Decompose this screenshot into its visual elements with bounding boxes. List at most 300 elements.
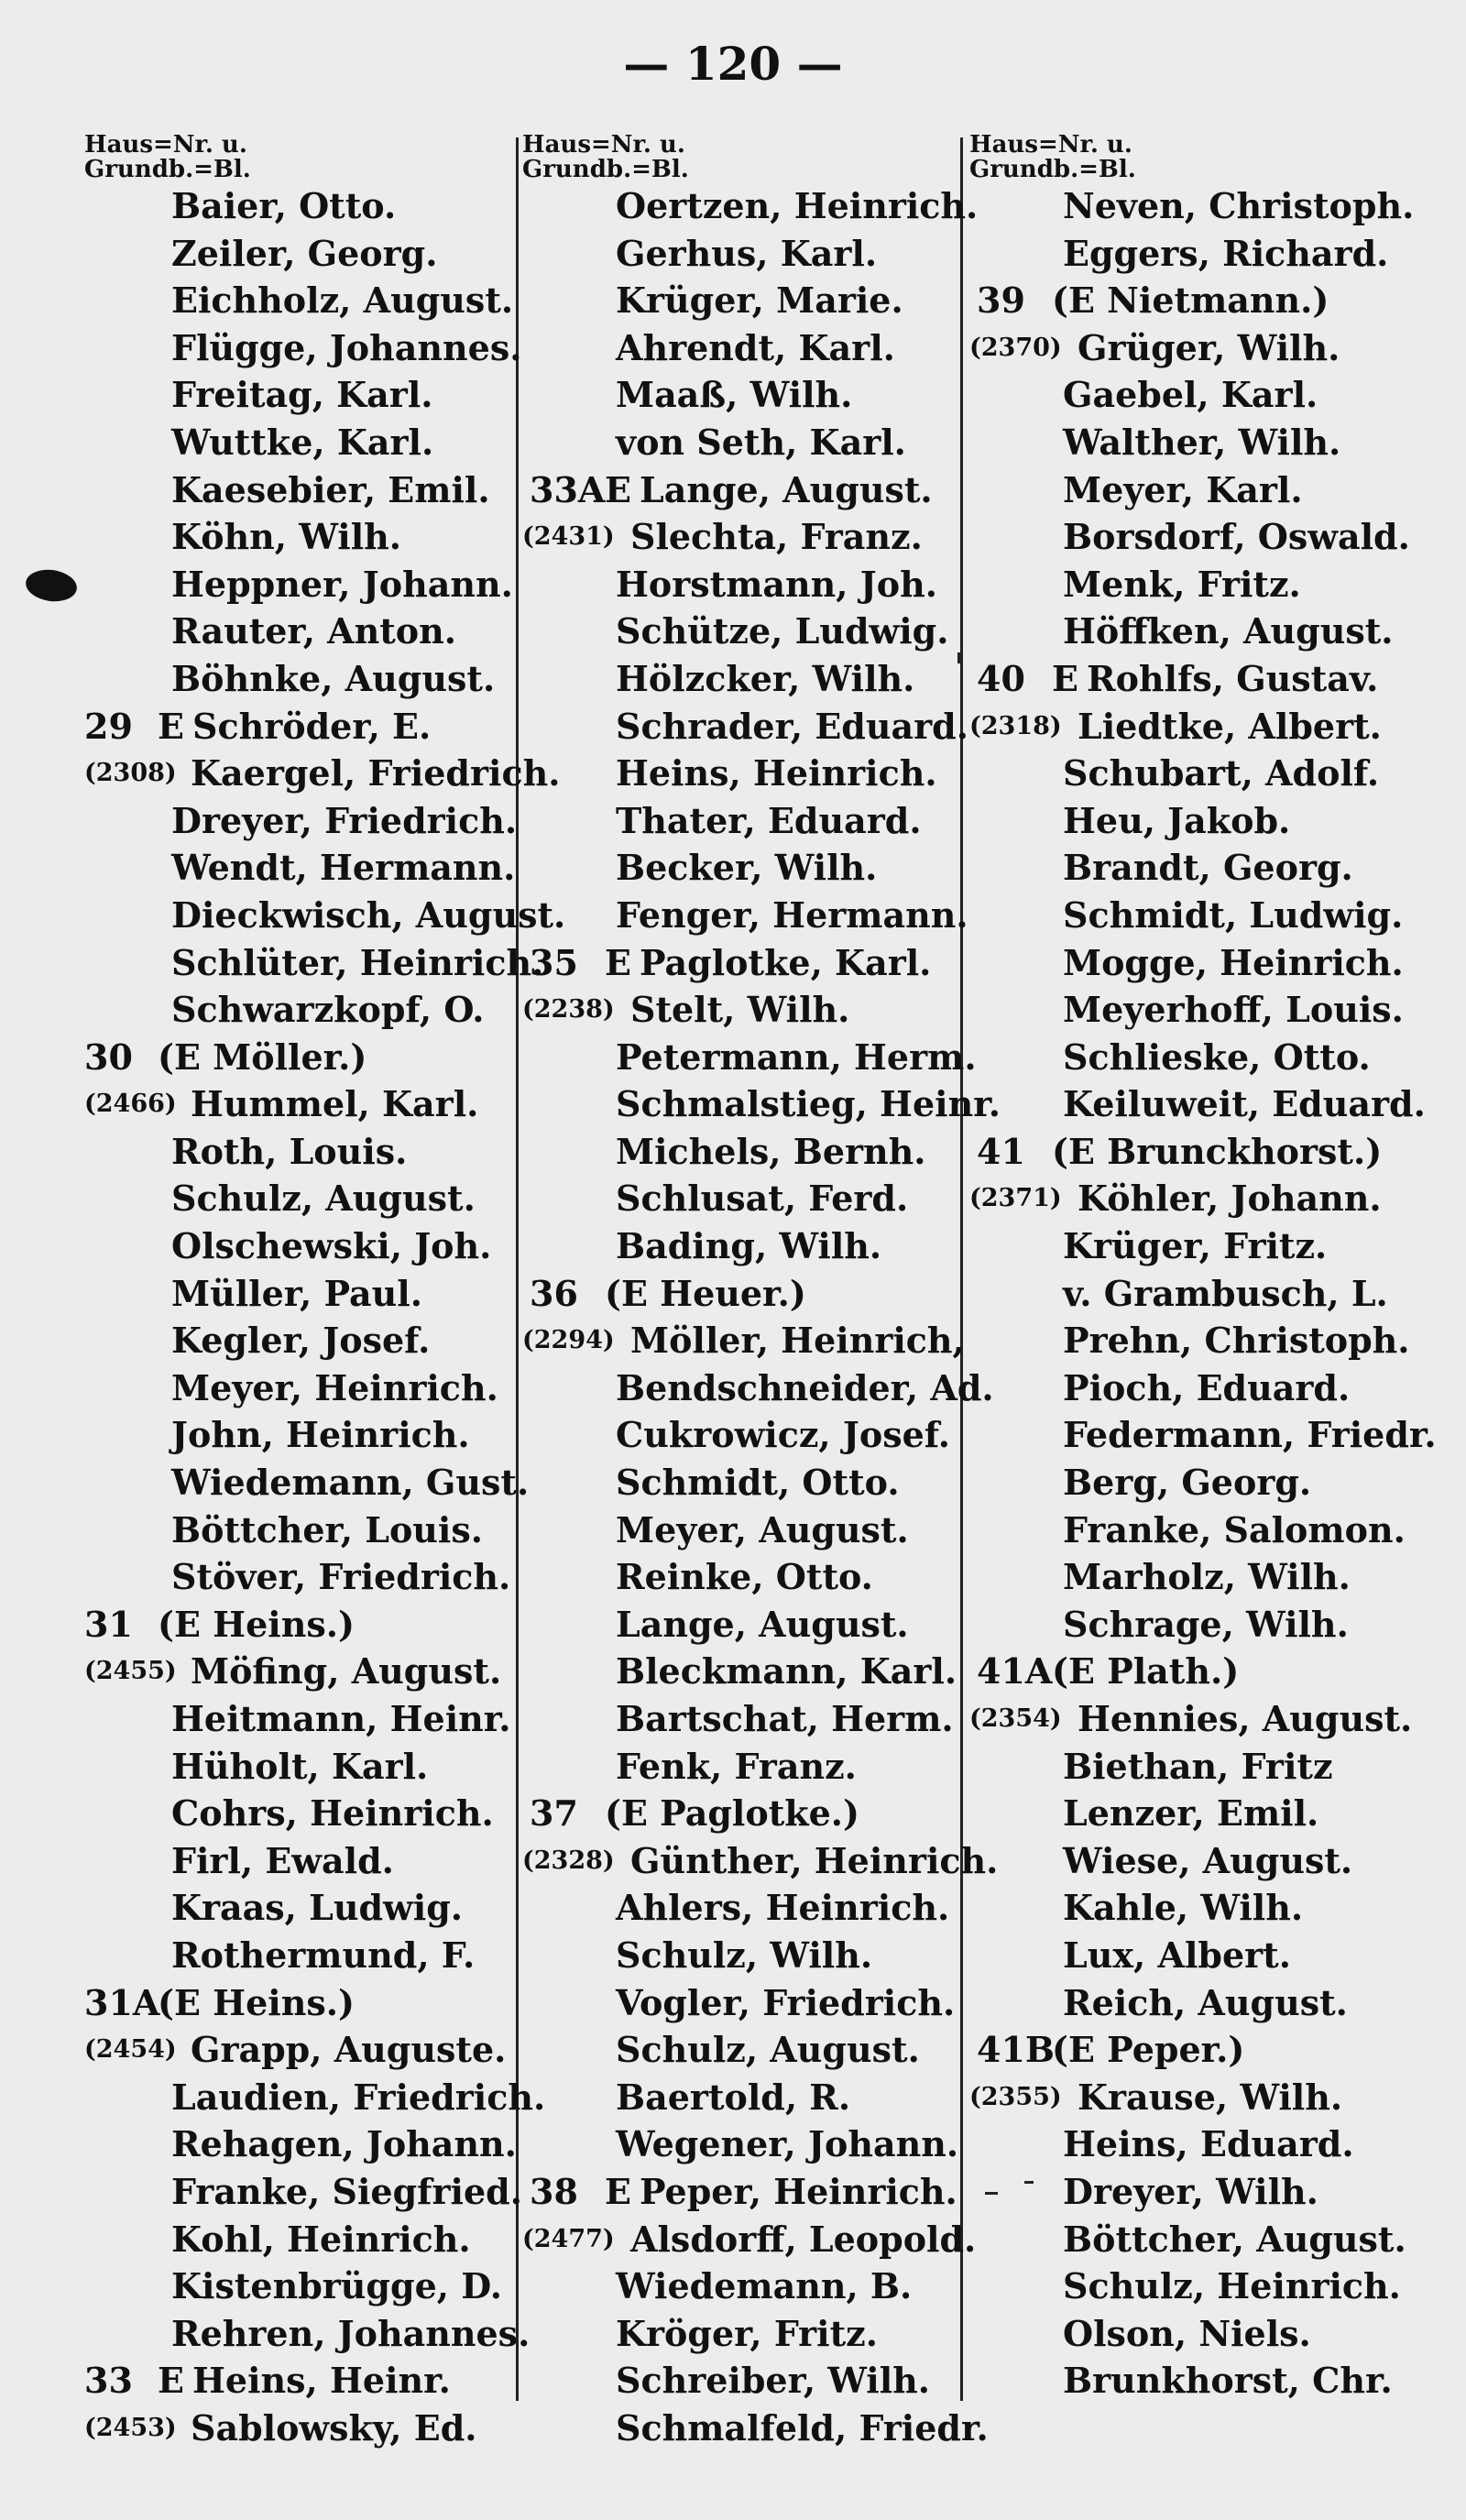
entry-line — [522, 230, 953, 278]
entry-line — [969, 2026, 1428, 2074]
resident-name: Firl, Ewald. — [171, 1839, 394, 1881]
resident-name: Eggers, Richard. — [1063, 232, 1389, 274]
house-number: 37 — [530, 1792, 578, 1835]
resident-name: Baertold, R. — [616, 2076, 851, 2118]
resident-name: Hölzcker, Wilh. — [616, 657, 915, 699]
entry-line — [969, 797, 1428, 845]
resident-name: Roth, Louis. — [171, 1130, 408, 1172]
resident-name: (E Peper.) — [1052, 2029, 1245, 2071]
entry-line — [84, 655, 506, 703]
entry-line — [84, 182, 506, 230]
resident-name: Biethan, Fritz — [1063, 1745, 1333, 1787]
resident-name: Brandt, Georg. — [1063, 847, 1353, 889]
entry-line — [969, 466, 1428, 514]
house-number: 29 — [84, 705, 133, 747]
ink-speck — [985, 2192, 998, 2195]
resident-name: Fenger, Hermann. — [616, 893, 968, 936]
entry-line — [969, 1553, 1428, 1601]
entry-line — [522, 2405, 989, 2452]
entry-line — [969, 703, 1428, 751]
resident-name: Keiluweit, Eduard. — [1063, 1083, 1426, 1125]
resident-name: Möfing, August. — [191, 1650, 502, 1693]
entry-line — [84, 2168, 522, 2216]
resident-name: Lux, Albert. — [1063, 1934, 1291, 1976]
resident-name: Heins, Heinr. — [192, 2360, 451, 2402]
resident-name: Sablowsky, Ed. — [191, 2406, 477, 2449]
entry-line — [969, 1695, 1428, 1743]
resident-name: Heins, Eduard. — [1063, 2123, 1354, 2165]
entry-line — [969, 1884, 1428, 1932]
resident-name: Ahrendt, Karl. — [616, 326, 895, 368]
page-number: — 120 — — [623, 37, 843, 91]
house-number: 38 — [530, 2170, 578, 2212]
resident-name: Thater, Eduard. — [616, 799, 922, 841]
resident-name: Mogge, Heinrich. — [1063, 941, 1404, 983]
entry-line — [84, 371, 506, 419]
entry-line — [522, 1743, 953, 1791]
resident-name: Böttcher, Louis. — [171, 1508, 483, 1550]
resident-name: Rothermund, F. — [171, 1934, 476, 1976]
entry-line — [84, 1648, 506, 1695]
resident-name: Stelt, Wilh. — [630, 989, 850, 1031]
entry-line — [522, 939, 953, 987]
entry-line — [84, 1743, 506, 1791]
resident-name: Schlusat, Ferd. — [616, 1178, 909, 1220]
entry-line — [522, 371, 953, 419]
entry-line — [522, 892, 968, 939]
column-3 — [969, 131, 1437, 2415]
entry-line — [84, 466, 506, 514]
entry-line — [522, 1884, 953, 1932]
resident-name: Rohlfs, Gustav. — [1087, 657, 1379, 699]
entry-line — [522, 2120, 959, 2168]
entry-line — [522, 2074, 953, 2121]
entry-line — [84, 324, 522, 372]
grundbuch-number: (2371) — [969, 1184, 1062, 1213]
grundbuch-number: (2294) — [522, 1326, 615, 1355]
resident-name: Alsdorff, Leopold. — [630, 2218, 977, 2260]
entry-line — [969, 892, 1428, 939]
resident-name: Schrage, Wilh. — [1063, 1603, 1349, 1645]
entry-line — [522, 2357, 953, 2405]
entry-line — [522, 1270, 953, 1318]
resident-name: (E Brunckhorst.) — [1052, 1130, 1383, 1172]
owner-marker: E — [158, 705, 184, 747]
resident-name: Krause, Wilh. — [1078, 2076, 1343, 2118]
resident-name: Bleckmann, Karl. — [616, 1650, 957, 1693]
resident-name: Oertzen, Heinrich. — [616, 185, 979, 226]
house-number: 39 — [977, 279, 1025, 322]
resident-name: Zeiler, Georg. — [171, 232, 438, 274]
entry-line — [522, 844, 953, 892]
entry-line — [522, 466, 953, 514]
entry-line — [969, 750, 1428, 797]
resident-name: Meyer, Karl. — [1063, 468, 1303, 510]
grundbuch-number: (2431) — [522, 522, 615, 552]
header-line-2: Grundb.=Bl. — [969, 156, 1136, 183]
resident-name: Köhn, Wilh. — [171, 516, 401, 558]
resident-name: Kegler, Josef. — [171, 1320, 431, 1362]
resident-name: Schwarzkopf, O. — [171, 989, 485, 1031]
resident-name: (E Heins.) — [158, 1603, 355, 1645]
resident-name: Kaergel, Friedrich. — [191, 752, 561, 794]
resident-name: Möller, Heinrich, — [630, 1320, 965, 1362]
entry-line — [969, 1837, 1428, 1885]
resident-name: Meyer, Heinrich. — [171, 1366, 498, 1408]
resident-name: Hennies, August. — [1078, 1698, 1413, 1739]
entry-line — [84, 844, 516, 892]
resident-name: Dreyer, Friedrich. — [171, 799, 518, 841]
resident-name: Michels, Bernh. — [616, 1130, 926, 1172]
resident-name: Günther, Heinrich. — [630, 1839, 999, 1881]
resident-name: Laudien, Friedrich. — [171, 2076, 546, 2118]
entry-line — [969, 986, 1428, 1034]
resident-name: Dieckwisch, August. — [171, 893, 566, 936]
entry-line — [969, 655, 1428, 703]
owner-marker: E — [158, 2360, 184, 2402]
resident-name: Rehagen, Johann. — [171, 2123, 517, 2165]
entry-line — [969, 324, 1428, 372]
entry-line — [522, 608, 953, 655]
entry-line — [522, 1932, 953, 1979]
house-number: 31A — [84, 1981, 160, 2023]
entry-line — [522, 1790, 953, 1837]
house-number: 33A — [530, 468, 606, 510]
resident-name: Schulz, Heinrich. — [1063, 2265, 1401, 2307]
entry-line — [522, 1222, 953, 1270]
resident-name: Schlüter, Heinrich. — [171, 941, 544, 983]
entry-line — [522, 2310, 953, 2358]
resident-name: Schreiber, Wilh. — [616, 2360, 931, 2402]
grundbuch-number: (2328) — [522, 1846, 615, 1875]
resident-name: Cohrs, Heinrich. — [171, 1792, 494, 1835]
resident-name: Wegener, Johann. — [616, 2123, 959, 2165]
entry-line — [969, 1790, 1428, 1837]
resident-name: Kahle, Wilh. — [1063, 1887, 1304, 1929]
resident-name: (E Heuer.) — [605, 1272, 806, 1314]
entry-line — [969, 182, 1428, 230]
resident-name: Böhnke, August. — [171, 657, 496, 699]
entry-line — [969, 1648, 1428, 1695]
header-line-1: Haus=Nr. u. — [969, 131, 1132, 159]
resident-name: Schulz, August. — [616, 2029, 920, 2071]
entry-line — [84, 1932, 506, 1979]
resident-name: Flügge, Johannes. — [171, 326, 522, 368]
ink-speck — [1024, 2181, 1034, 2184]
resident-name: (E Plath.) — [1052, 1650, 1240, 1693]
grundbuch-number: (2370) — [969, 333, 1062, 362]
entry-line — [84, 2216, 506, 2263]
entry-line — [84, 608, 506, 655]
resident-name: Kistenbrügge, D. — [171, 2265, 503, 2307]
ink-speck — [957, 652, 962, 663]
entry-line — [522, 561, 953, 608]
house-number: 31 — [84, 1603, 133, 1645]
column-divider — [960, 137, 963, 2401]
entry-line — [969, 608, 1428, 655]
entry-line — [84, 2405, 506, 2452]
resident-name: Federmann, Friedr. — [1063, 1414, 1437, 1456]
entry-line — [84, 2357, 506, 2405]
entry-line — [522, 2263, 953, 2310]
entry-line — [969, 2310, 1428, 2358]
entry-line — [969, 2357, 1428, 2405]
entry-line — [84, 2120, 517, 2168]
entry-line — [522, 324, 953, 372]
resident-name: Borsdorf, Oswald. — [1063, 516, 1410, 558]
resident-name: Reich, August. — [1063, 1981, 1348, 2023]
entry-line — [969, 1317, 1428, 1364]
entry-line — [969, 2120, 1428, 2168]
entry-line — [84, 2074, 546, 2121]
resident-name: Meyer, August. — [616, 1508, 909, 1550]
resident-name: Wiedemann, Gust. — [171, 1462, 530, 1504]
resident-name: Marholz, Wilh. — [1063, 1556, 1351, 1598]
entry-line — [969, 1128, 1428, 1176]
resident-name: Becker, Wilh. — [616, 847, 878, 889]
entry-line — [522, 1364, 994, 1412]
entry-line — [969, 419, 1428, 466]
entry-line — [84, 1317, 506, 1364]
resident-name: Schmidt, Otto. — [616, 1462, 900, 1504]
resident-name: Schulz, Wilh. — [616, 1934, 873, 1976]
resident-name: John, Heinrich. — [171, 1414, 470, 1456]
resident-name: Lange, August. — [640, 468, 933, 510]
resident-name: Köhler, Johann. — [1078, 1178, 1382, 1220]
resident-name: Höffken, August. — [1063, 610, 1394, 652]
owner-marker: E — [605, 2170, 631, 2212]
resident-name: Lange, August. — [616, 1603, 909, 1645]
entry-line — [969, 939, 1428, 987]
resident-name: Gerhus, Karl. — [616, 232, 878, 274]
resident-name: Peper, Heinrich. — [640, 2170, 957, 2212]
grundbuch-number: (2308) — [84, 759, 177, 788]
entry-line — [969, 1507, 1428, 1554]
resident-name: Liedtke, Albert. — [1078, 705, 1382, 747]
resident-name: Petermann, Herm. — [616, 1035, 977, 1078]
house-number: 41B — [977, 2029, 1055, 2071]
column-divider — [516, 137, 519, 2401]
resident-name: Franke, Siegfried. — [171, 2170, 522, 2212]
resident-name: Bartschat, Herm. — [616, 1698, 954, 1739]
entry-line — [969, 513, 1428, 561]
resident-name: Krüger, Fritz. — [1063, 1225, 1328, 1267]
house-number: 33 — [84, 2360, 133, 2402]
resident-name: (E Möller.) — [158, 1035, 367, 1078]
entry-line — [522, 655, 953, 703]
resident-name: Wuttke, Karl. — [171, 421, 434, 463]
resident-name: Heppner, Johann. — [171, 563, 513, 605]
resident-name: Bading, Wilh. — [616, 1225, 882, 1267]
entry-line — [969, 277, 1428, 324]
entry-line — [969, 844, 1428, 892]
resident-name: Schubart, Adolf. — [1063, 752, 1380, 794]
resident-name: Schütze, Ludwig. — [616, 610, 949, 652]
entry-line — [969, 1175, 1428, 1222]
entry-line — [522, 703, 968, 751]
entry-line — [969, 1743, 1428, 1791]
entry-line — [969, 1459, 1428, 1507]
entry-line — [969, 230, 1428, 278]
resident-name: (E Nietmann.) — [1052, 279, 1329, 322]
resident-name: Hüholt, Karl. — [171, 1745, 429, 1787]
resident-name: Gaebel, Karl. — [1063, 374, 1318, 416]
entry-line — [84, 1884, 506, 1932]
entry-line — [522, 1080, 1001, 1128]
resident-name: Heu, Jakob. — [1063, 799, 1291, 841]
resident-name: Dreyer, Wilh. — [1063, 2170, 1318, 2212]
resident-name: Kraas, Ludwig. — [171, 1887, 464, 1929]
entry-line — [969, 2263, 1428, 2310]
resident-name: Müller, Paul. — [171, 1272, 422, 1314]
house-number: 35 — [530, 941, 578, 983]
grundbuch-number: (2318) — [969, 711, 1062, 740]
entry-line — [84, 1459, 530, 1507]
resident-name: Prehn, Christoph. — [1063, 1320, 1410, 1362]
resident-name: Wiedemann, B. — [616, 2265, 913, 2307]
resident-name: Olson, Niels. — [1063, 2312, 1311, 2354]
entry-line — [522, 1411, 953, 1459]
resident-name: Vogler, Friedrich. — [616, 1981, 956, 2023]
resident-name: Fenk, Franz. — [616, 1745, 857, 1787]
entry-line — [969, 1364, 1428, 1412]
header-line-2: Grundb.=Bl. — [84, 156, 251, 183]
resident-name: Rehren, Johannes. — [171, 2312, 531, 2354]
resident-name: Neven, Christoph. — [1063, 185, 1415, 226]
entry-line — [84, 2263, 506, 2310]
entry-line — [969, 1034, 1428, 1081]
entry-line — [84, 1553, 511, 1601]
entry-line — [969, 2074, 1428, 2121]
resident-name: (E Heins.) — [158, 1981, 355, 2023]
entry-line — [969, 2168, 1428, 2216]
entry-line — [522, 1317, 965, 1364]
owner-marker: E — [605, 468, 631, 510]
entry-line — [84, 939, 544, 987]
resident-name: Rauter, Anton. — [171, 610, 457, 652]
entry-line — [84, 986, 506, 1034]
resident-name: Krüger, Marie. — [616, 279, 903, 322]
entry-line — [522, 1837, 999, 1885]
resident-name: Berg, Georg. — [1063, 1462, 1312, 1504]
resident-name: Heitmann, Heinr. — [171, 1698, 511, 1739]
entry-line — [522, 1601, 953, 1649]
entry-line — [969, 561, 1428, 608]
resident-name: Eichholz, August. — [171, 279, 514, 322]
column-header — [522, 133, 953, 182]
header-line-2: Grundb.=Bl. — [522, 156, 689, 183]
entry-line — [522, 277, 953, 324]
entry-line — [522, 1507, 953, 1554]
entry-line — [84, 1601, 506, 1649]
grundbuch-number: (2477) — [522, 2224, 615, 2253]
resident-name: Schrader, Eduard. — [616, 705, 968, 747]
resident-name: Maaß, Wilh. — [616, 374, 853, 416]
entry-line — [84, 561, 513, 608]
resident-name: Bendschneider, Ad. — [616, 1366, 994, 1408]
entry-line — [522, 419, 953, 466]
entry-line — [522, 1695, 953, 1743]
entry-line — [84, 1837, 506, 1885]
entry-line — [969, 2216, 1428, 2263]
entry-line — [522, 513, 953, 561]
entry-line — [84, 1411, 506, 1459]
entry-line — [522, 2168, 957, 2216]
entry-line — [969, 1411, 1437, 1459]
entry-line — [969, 1979, 1428, 2027]
resident-name: Kaesebier, Emil. — [171, 468, 490, 510]
entry-line — [969, 1080, 1428, 1128]
resident-name: Baier, Otto. — [171, 185, 397, 226]
entry-line — [84, 513, 506, 561]
entry-line — [84, 277, 514, 324]
entry-line — [84, 797, 518, 845]
entry-line — [84, 1695, 511, 1743]
resident-name: Olschewski, Joh. — [171, 1225, 492, 1267]
entry-line — [84, 703, 506, 751]
resident-name: Wiese, August. — [1063, 1839, 1353, 1881]
resident-name: Schröder, E. — [192, 705, 432, 747]
ink-smudge — [24, 566, 79, 604]
grundbuch-number: (2466) — [84, 1090, 177, 1119]
entry-line — [522, 182, 979, 230]
entry-line — [84, 230, 506, 278]
entry-line — [84, 1175, 506, 1222]
grundbuch-number: (2455) — [84, 1657, 177, 1686]
resident-name: Reinke, Otto. — [616, 1556, 873, 1598]
entry-line — [522, 1979, 956, 2027]
resident-name: Walther, Wilh. — [1063, 421, 1341, 463]
resident-name: Brunkhorst, Chr. — [1063, 2360, 1393, 2402]
grundbuch-number: (2354) — [969, 1704, 1062, 1733]
entry-line — [522, 1553, 953, 1601]
owner-marker: E — [1052, 657, 1078, 699]
resident-name: Schulz, August. — [171, 1178, 476, 1220]
entry-line — [522, 1648, 957, 1695]
grundbuch-number: (2454) — [84, 2035, 177, 2065]
entry-line — [522, 2026, 953, 2074]
resident-name: Slechta, Franz. — [630, 516, 923, 558]
resident-name: Grüger, Wilh. — [1078, 326, 1340, 368]
resident-name: Kröger, Fritz. — [616, 2312, 878, 2354]
column-header — [84, 133, 506, 182]
resident-name: Pioch, Eduard. — [1063, 1366, 1351, 1408]
entry-line — [84, 1364, 506, 1412]
house-number: 41A — [977, 1650, 1053, 1693]
entry-line — [522, 1034, 977, 1081]
resident-name: Hummel, Karl. — [191, 1083, 479, 1125]
entry-line — [969, 1270, 1428, 1318]
header-line-1: Haus=Nr. u. — [522, 131, 685, 159]
resident-name: Wendt, Hermann. — [171, 847, 516, 889]
entry-line — [84, 1507, 506, 1554]
column-header — [969, 133, 1428, 182]
resident-name: Schmidt, Ludwig. — [1063, 893, 1404, 936]
entry-line — [969, 1222, 1428, 1270]
resident-name: Horstmann, Joh. — [616, 563, 937, 605]
entry-line — [84, 2310, 531, 2358]
resident-name: Ahlers, Heinrich. — [616, 1887, 950, 1929]
entry-line — [84, 1034, 506, 1081]
entry-line — [84, 750, 561, 797]
resident-name: Menk, Fritz. — [1063, 563, 1301, 605]
entry-line — [84, 892, 566, 939]
entry-line — [84, 1790, 506, 1837]
resident-name: Stöver, Friedrich. — [171, 1556, 511, 1598]
entry-line — [522, 1128, 953, 1176]
resident-name: Meyerhoff, Louis. — [1063, 989, 1404, 1031]
entry-line — [522, 750, 953, 797]
